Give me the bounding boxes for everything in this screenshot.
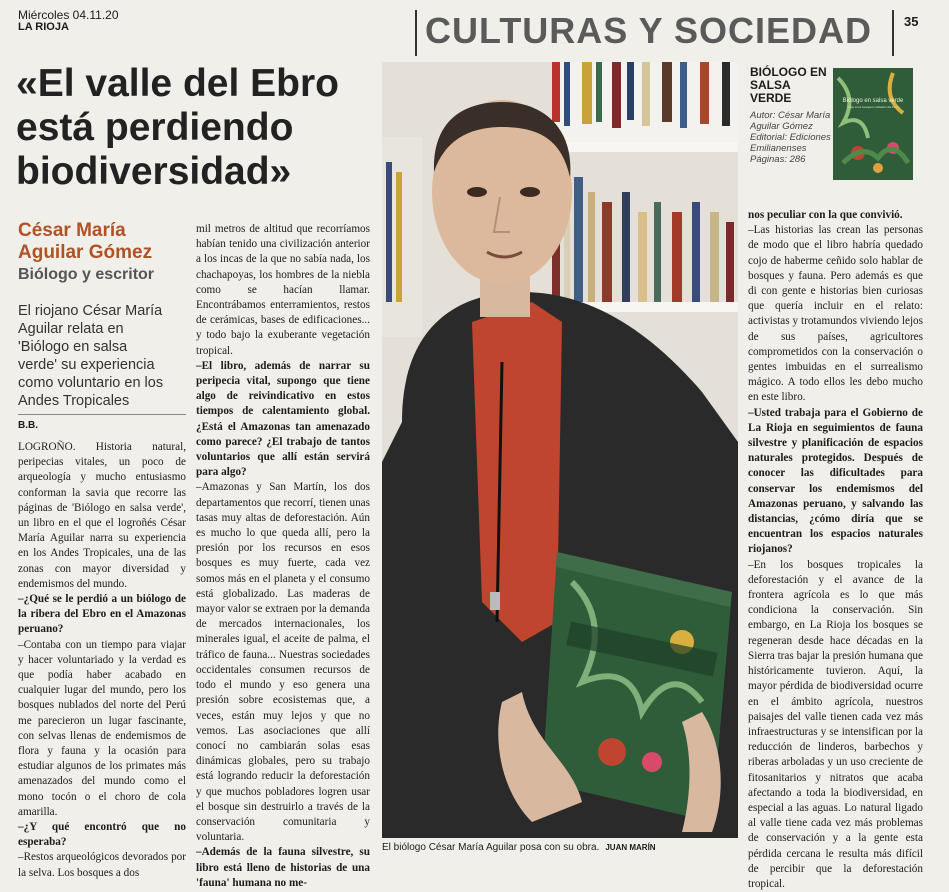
infobox-title: BIÓLOGO EN SALSA VERDE (750, 65, 827, 105)
article-paragraph: –Contaba con un tiempo para viajar y hacer voluntariado y la verdad es que podía haber acabado en cualquier lugar del mundo, pero los bosques nublados del norte del Perú me parecieron un lugar fascinante, con selvas llenas de endemismos de flora y fauna y la ocasión para estudiar algunos de los primates más amenazados del mundo como el mono tocón o el choro de cola amarilla. (18, 638, 186, 818)
masthead-region: LA RIOJA (18, 21, 69, 33)
infobox-details (750, 110, 832, 165)
interview-question: –El libro, además de narrar su peripecia vital, supongo que tiene algo de reivindicativo en estos tiempos de calentamiento global. ¿Está el Amazonas tan amenazado como parece? ¿El trabajo de tantos voluntarios que allí están servirá para algo? (196, 359, 370, 479)
book-cover (833, 68, 913, 180)
author-role: Biólogo y escritor (18, 266, 155, 283)
cover-subtitle: Viaje a los bosques nublados del Perú (847, 105, 899, 109)
article-paragraph: –Restos arqueológicos devorados por la selva. Los bosques a dos (18, 851, 186, 879)
section-title: CULTURAS Y SOCIEDAD (425, 10, 873, 51)
summary-rule (18, 414, 186, 415)
infobox-author: Autor: César María Aguilar Gómez (750, 110, 831, 132)
article-paragraph: mil metros de altitud que recorríamos habían tenido una civilización anterior a los incas de la que no sabía nada, los chachapoyas, los hombres de la niebla como se hacían llamar. Encontrábamos enterramientos, restos de cerámicas, bases de edificaciones... y todo bajo la exuberante vegetación tropical. (196, 223, 370, 357)
infobox-pages: Páginas: 286 (750, 154, 806, 165)
article-paragraph: –Las historias las crean las personas de modo que el libro habría quedado cojo de haberme ceñido solo hablar de bosques y fauna. Pero además es que di con gente e historias bien curiosas que quería incluir en el relato: activistas y trotamundos viviendo lejos de sus países, agricultores comprometidos con la conservación o gentes imbuidas en el surrealismo mágico. A todo ellos les debo mucho en este libro. (748, 224, 923, 404)
article-column-2 (196, 222, 370, 891)
infobox-publisher: Editorial: Ediciones Emilianenses (750, 132, 831, 154)
article-paragraph: –Amazonas y San Martín, los dos departamentos que recorrí, tienen unas tasas muy altas de deforestación. Aún es mucho lo que queda allí, pero la presión por los recursos en esos bosques es muy fuerte, cada vez somos más en el planeta y el consumo está globalizado. Las maderas de mayor valor se extraen por la demanda de mercados internacionales, los minerales igual, el aceite de palma, el tráfico de fauna... Nuestras sociedades occidentales consumen recursos de todo el mundo y eso genera una presión sobre ecosistemas que, a veces, están muy lejos y que no vemos. Las asociaciones que allí conocí no cambiarán solas esas dinámicas globales, pero su trabajo está logrando reducir la deforestación y que muchos pobladores logren usar el bosque sin destruirlo a través de la conservación comunitaria y voluntaria. (196, 481, 370, 844)
masthead-date: Miércoles 04.11.20 (18, 8, 119, 22)
interview-question: –¿Y qué encontró que no esperaba? (18, 821, 186, 849)
interview-question: –Además de la fauna silvestre, su libro está lleno de historias de una 'fauna' humana no me- (196, 846, 370, 889)
photo-caption (382, 842, 742, 853)
article-paragraph: –En los bosques tropicales la deforestación y el avance de la frontera agrícola es lo que más condiciona la conservación. Sin embargo, en La Rioja los bosques se regeneran desde hace décadas en la Sierra tras bajar la presión humana que históricamente tuvieron. Aquí, la mayor pérdida de biodiversidad ocurre en el ámbito agrícola, nuestros paisajes del valle tienen cada vez más infraestructuras y se intensifican por la reducción de linderos, barbechos y riberas arboladas y un uso creciente de fitosanitarios y nitratos que acaba afectando a toda la biodiversidad, en especial a las aguas. Lo natural ligado al valle tiene cada vez más problemas de conservación y a la gente esta pérdida cercana le resulta más difícil de percibir que la deforestación tropical. (748, 558, 923, 890)
interview-question: –Usted trabaja para el Gobierno de La Rioja en seguimientos de fauna silvestre y planificación de espacios naturales protegidos. Después de conocer las dificultades para conservar los endemismos del Amazonas peruano, y salvando las distancias, ¿cómo diría que se encuentran los espacios naturales riojanos? (748, 406, 923, 556)
article-column-3 (748, 208, 923, 892)
interview-question: –¿Qué se le perdió a un biólogo de la ribera del Ebro en el Amazonas peruano? (18, 593, 186, 636)
caption-text: El biólogo César María Aguilar posa con su obra. (382, 842, 600, 853)
section-divider (415, 10, 417, 56)
page-number: 35 (904, 14, 919, 29)
interview-question: nos peculiar con la que convivió. (748, 209, 903, 221)
byline: B.B. (18, 420, 38, 431)
author-name: César María Aguilar Gómez (18, 220, 153, 263)
book-cover-illustration (833, 68, 913, 180)
photo-credit: JUAN MARÍN (605, 843, 656, 852)
author-photo (382, 62, 738, 838)
article-paragraph: LOGROÑO. Historia natural, peripecias vitales, un poco de arqueología y mucho entusiasmo conforman la savia que recorre las páginas de 'Biólogo en salsa verde', un libro en el que el logroñés César María Aguilar narra su experiencia en los Andes Tropicales, una de las zonas con mayor diversidad y endemismos del mundo. (18, 441, 186, 590)
article-column-1 (18, 440, 186, 881)
cover-title: Biólogo en salsa verde (842, 98, 904, 104)
summary: El riojano César María Aguilar relata en 'Biólogo en salsa verde' su experiencia como voluntario en los Andes Tropicales (18, 303, 164, 409)
section-divider-right (892, 10, 894, 56)
author-photo-illustration (382, 62, 738, 838)
headline: «El valle del Ebro está perdiendo biodiversidad» (16, 62, 339, 193)
